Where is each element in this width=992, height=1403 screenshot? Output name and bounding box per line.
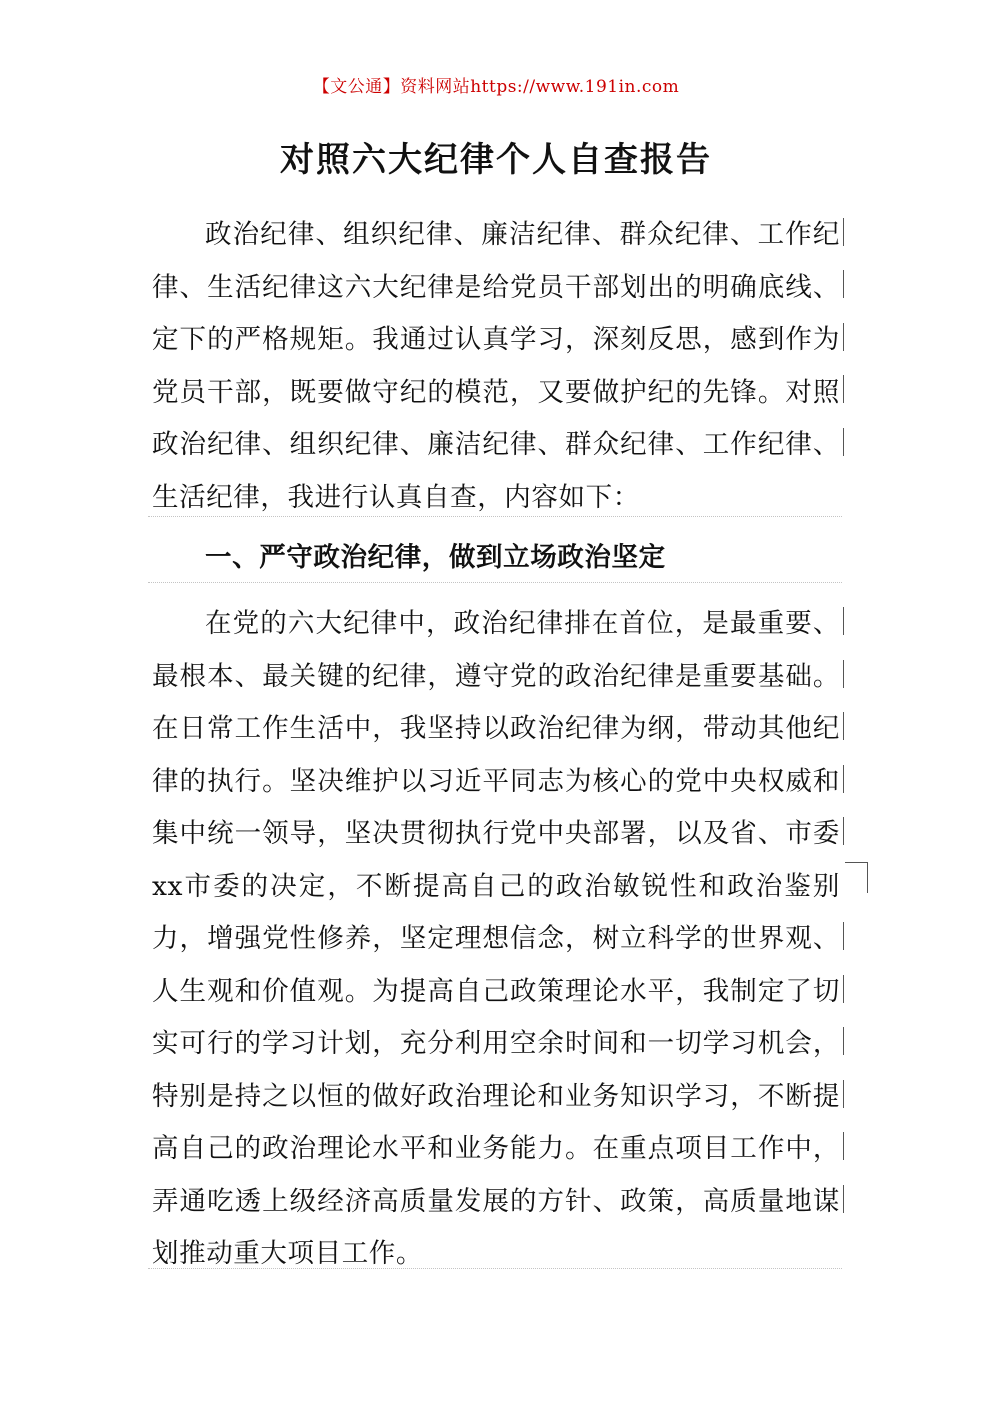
heading-divider [148, 582, 842, 583]
line-end-mark [843, 817, 844, 845]
line-end-mark [843, 660, 844, 688]
line-end-mark [843, 323, 844, 351]
line-end-mark [843, 1027, 844, 1055]
source-header[interactable]: 【文公通】资料网站https://www.191in.com [312, 77, 680, 97]
line-end-mark [843, 922, 844, 950]
section-paragraph: 在党的六大纪律中，政治纪律排在首位，是最重要、最根本、最关键的纪律，遵守党的政治纪律是重要基础。在日常工作生活中，我坚持以政治纪律为纲，带动其他纪律的执行。坚决维护以习近平同志为核心的党中央权威和集中统一领导，坚决贯彻执行党中央部署，以及省、市委xx市委的决定，不断提高自己的政治敏锐性和政治鉴别力，增强党性修养，坚定理想信念，树立科学的世界观、人生观和价值观。为提高自己政策理论水平，我制定了切实可行的学习计划，充分利用空余时间和一切学习机会，特别是持之以恒的做好政治理论和业务知识学习，不断提高自己的政治理论水平和业务能力。在重点项目工作中，弄通吃透上级经济高质量发展的方针、政策，高质量地谋划推动重大项目工作。 [152, 608, 840, 1269]
paragraph-divider [148, 516, 842, 517]
overflow-mark [845, 862, 868, 893]
line-end-mark [843, 712, 844, 740]
line-end-mark [843, 428, 844, 456]
intro-paragraph: 政治纪律、组织纪律、廉洁纪律、群众纪律、工作纪律、生活纪律这六大纪律是给党员干部划出的明确底线、定下的严格规矩。我通过认真学习，深刻反思，感到作为党员干部，既要做守纪的模范，又要做护纪的先锋。对照政治纪律、组织纪律、廉洁纪律、群众纪律、工作纪律、生活纪律，我进行认真自查，内容如下： [152, 219, 840, 513]
document-title: 对照六大纪律个人自查报告 [280, 140, 712, 180]
line-end-mark [843, 1185, 844, 1213]
line-end-mark [843, 375, 844, 403]
line-end-mark [843, 1080, 844, 1108]
section-heading: 一、严守政治纪律，做到立场政治坚定 [205, 542, 666, 573]
line-end-mark [843, 218, 844, 246]
line-end-mark [843, 270, 844, 298]
section-end-divider [148, 1268, 842, 1269]
line-end-mark [843, 607, 844, 635]
line-end-mark [843, 765, 844, 793]
line-end-mark [843, 1132, 844, 1160]
line-end-mark [843, 975, 844, 1003]
